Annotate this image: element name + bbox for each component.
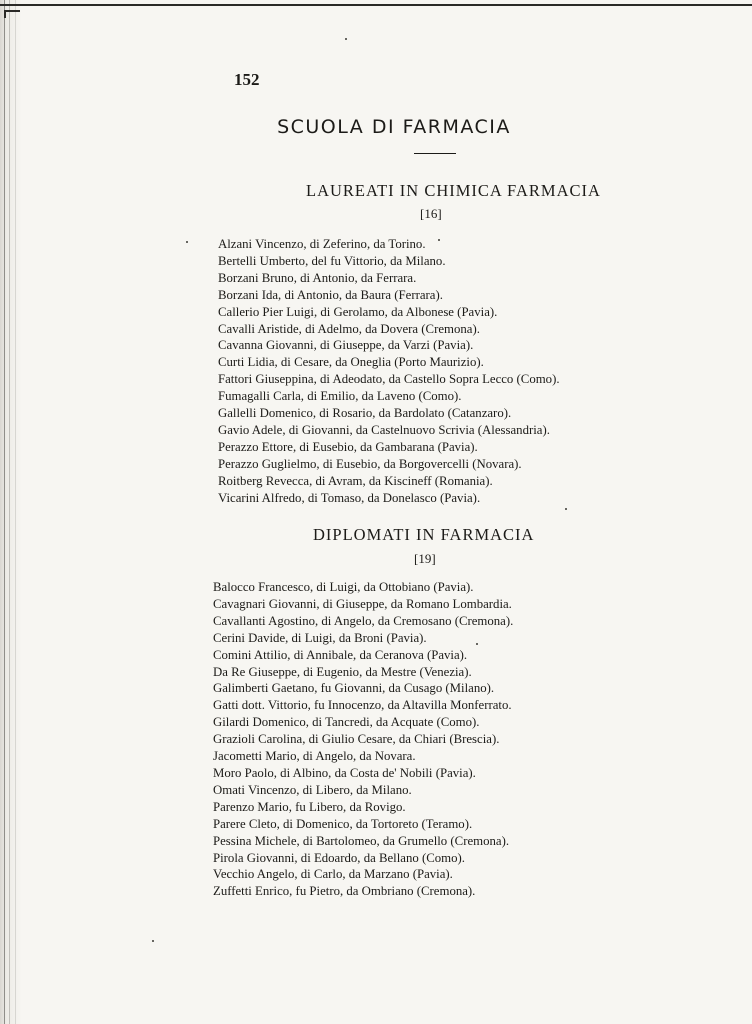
list-item: Cerini Davide, di Luigi, da Broni (Pavia). (213, 630, 427, 645)
list-item: Comini Attilio, di Annibale, da Ceranova (Pavia). (213, 647, 468, 662)
section-count-laureati: [16] (420, 206, 442, 221)
graduate-list-diplomati (213, 579, 513, 900)
list-item: Borzani Ida, di Antonio, da Baura (Ferrara). (218, 287, 443, 302)
list-item: Jacometti Mario, di Angelo, da Novara. (213, 749, 416, 764)
page-title: SCUOLA DI FARMACIA (277, 116, 511, 138)
graduate-list-laureati (218, 236, 560, 507)
list-item: Perazzo Guglielmo, di Eusebio, da Borgovercelli (Novara). (218, 456, 522, 471)
list-item: Gilardi Domenico, di Tancredi, da Acquate (Como). (213, 715, 480, 730)
list-item: Balocco Francesco, di Luigi, da Ottobiano (Pavia). (213, 580, 474, 594)
scan-speck (152, 940, 154, 942)
list-item: Alzani Vincenzo, di Zeferino, da Torino. (218, 237, 426, 251)
list-item: Borzani Bruno, di Antonio, da Ferrara. (218, 270, 417, 285)
list-item: Roitberg Revecca, di Avram, da Kiscineff (Romania). (218, 473, 493, 488)
list-item: Fattori Giuseppina, di Adeodato, da Castello Sopra Lecco (Como). (218, 372, 560, 387)
binding-line (4, 0, 5, 1024)
list-item: Zuffetti Enrico, fu Pietro, da Ombriano (Cremona). (213, 884, 476, 899)
list-item: Fumagalli Carla, di Emilio, da Laveno (Como). (218, 389, 462, 404)
list-item: Bertelli Umberto, del fu Vittorio, da Milano. (218, 253, 446, 268)
list-item: Cavanna Giovanni, di Giuseppe, da Varzi (Pavia). (218, 338, 474, 353)
list-item: Grazioli Carolina, di Giulio Cesare, da Chiari (Brescia). (213, 732, 500, 747)
page-number: 152 (234, 70, 260, 89)
scan-speck (476, 643, 478, 645)
scan-speck (438, 239, 440, 241)
list-item: Cavallanti Agostino, di Angelo, da Cremosano (Cremona). (213, 613, 514, 628)
list-item: Omati Vincenzo, di Libero, da Milano. (213, 782, 412, 797)
list-item: Pirola Giovanni, di Edoardo, da Bellano (Como). (213, 850, 465, 865)
section-heading-laureati: LAUREATI IN CHIMICA FARMACIA (306, 181, 601, 200)
binding-line (15, 0, 16, 1024)
scan-speck (186, 241, 188, 243)
list-item: Cavagnari Giovanni, di Giuseppe, da Romano Lombardia. (213, 596, 512, 611)
list-item: Galimberti Gaetano, fu Giovanni, da Cusago (Milano). (213, 681, 495, 696)
top-border-rule (0, 4, 752, 6)
list-item: Perazzo Ettore, di Eusebio, da Gambarana (Pavia). (218, 439, 478, 454)
list-item: Callerio Pier Luigi, di Gerolamo, da Albonese (Pavia). (218, 304, 498, 319)
page-binding-edge (0, 0, 22, 1024)
binding-line (9, 0, 10, 1024)
list-item: Da Re Giuseppe, di Eugenio, da Mestre (Venezia). (213, 664, 472, 679)
list-item: Gavio Adele, di Giovanni, da Castelnuovo Scrivia (Alessandria). (218, 422, 550, 437)
list-item: Gallelli Domenico, di Rosario, da Bardolato (Catanzaro). (218, 406, 512, 421)
list-item: Pessina Michele, di Bartolomeo, da Grumello (Cremona). (213, 833, 510, 848)
corner-mark (4, 10, 20, 18)
section-heading-diplomati: DIPLOMATI IN FARMACIA (313, 525, 535, 544)
list-item: Vecchio Angelo, di Carlo, da Marzano (Pavia). (213, 867, 453, 882)
list-item: Vicarini Alfredo, di Tomaso, da Donelasco (Pavia). (218, 490, 481, 505)
scan-speck (345, 38, 347, 40)
list-item: Parenzo Mario, fu Libero, da Rovigo. (213, 799, 406, 814)
list-item: Moro Paolo, di Albino, da Costa de' Nobili (Pavia). (213, 765, 476, 780)
list-item: Gatti dott. Vittorio, fu Innocenzo, da Altavilla Monferrato. (213, 698, 512, 713)
title-divider (414, 153, 456, 154)
list-item: Cavalli Aristide, di Adelmo, da Dovera (Cremona). (218, 321, 480, 336)
scan-speck (565, 508, 567, 510)
section-count-diplomati: [19] (414, 551, 436, 566)
list-item: Curti Lidia, di Cesare, da Oneglia (Porto Maurizio). (218, 355, 484, 370)
list-item: Parere Cleto, di Domenico, da Tortoreto (Teramo). (213, 816, 473, 831)
